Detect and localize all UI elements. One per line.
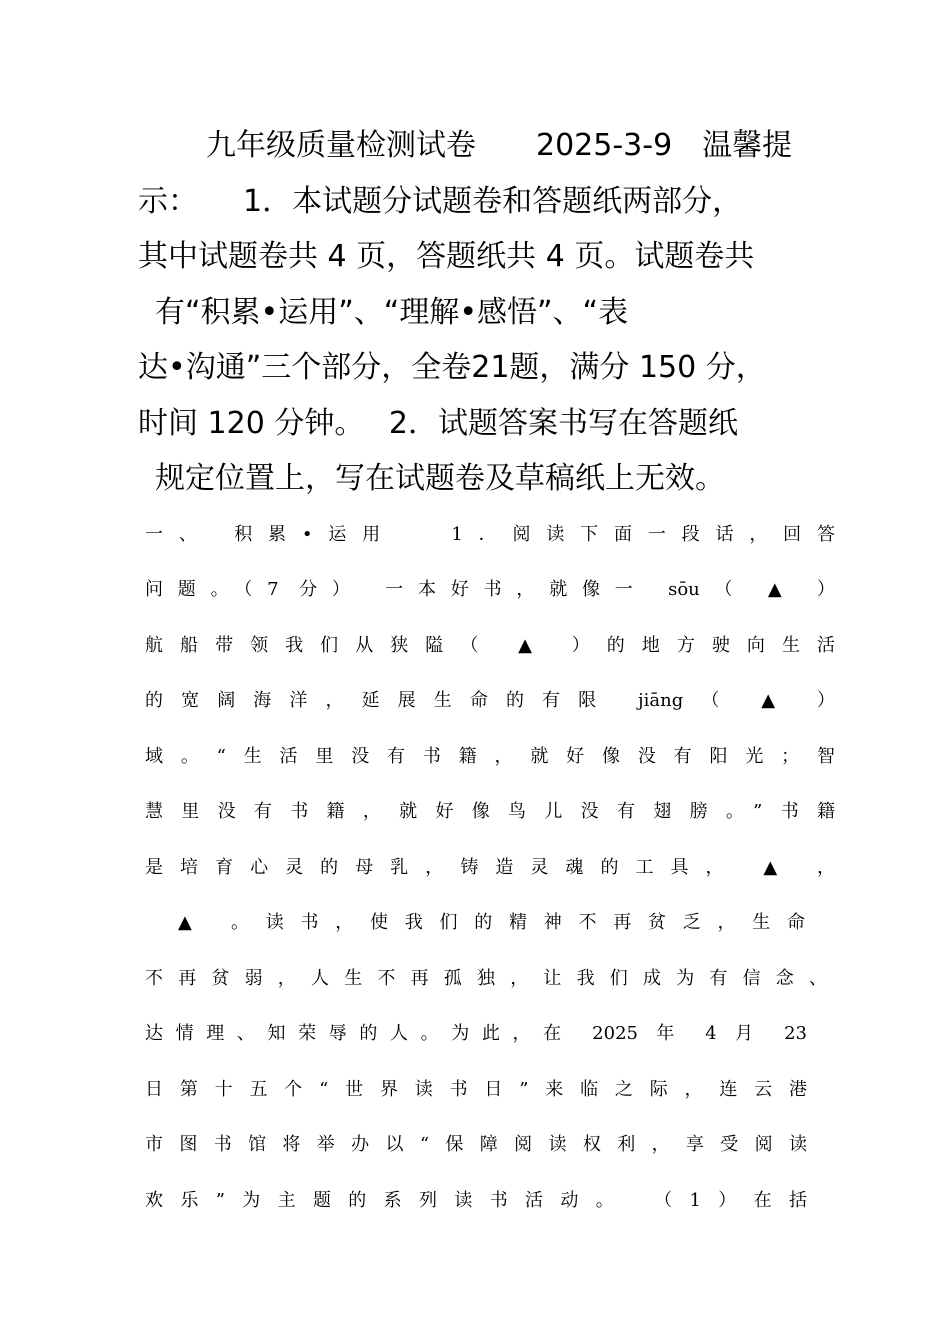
body-line: 域。“生活里没有书籍，就好像没有阳光；智 — [145, 746, 835, 767]
body-line: 欢乐”为主题的系列读书活动。 （1）在括 — [145, 1190, 807, 1211]
body-line: 日第十五个“世界读书日”来临之际，连云港 — [145, 1079, 807, 1100]
body-line: 慧里没有书籍，就好像鸟儿没有翅膀。”书籍 — [145, 801, 835, 822]
header-line: 时间 120 分钟。 2．试题答案书写在答题纸 — [138, 406, 738, 441]
header-line: 有“积累•运用”、“理解•感悟”、“表 — [155, 295, 629, 330]
body-line: 一、 积累•运用 1．阅读下面一段话，回答 — [145, 524, 835, 545]
body-line: 市图书馆将举办以“保障阅读权利，享受阅读 — [145, 1134, 807, 1155]
header-line: 达•沟通”三个部分，全卷21题，满分 150 分， — [138, 350, 766, 385]
header-line: 九年级质量检测试卷 2025-3-9 温馨提 — [206, 128, 793, 163]
body-line: 问题。（7 分） 一本好书，就像一 sōu（ ▲ ） — [145, 579, 835, 600]
body-line: 的宽阔海洋，延展生命的有限 jiāng（ ▲ ） — [145, 690, 835, 711]
body-line: 达情理、知荣辱的人。为此，在 2025 年 4 月 23 — [145, 1023, 807, 1044]
header-line: 其中试题卷共 4 页，答题纸共 4 页。试题卷共 — [138, 239, 755, 274]
body-line: 是培育心灵的母乳，铸造灵魂的工具， ▲ ， — [145, 857, 835, 878]
body-line: ▲ 。读书，使我们的精神不再贫乏，生命 — [178, 912, 805, 933]
body-line: 不再贫弱，人生不再孤独，让我们成为有信念、 — [145, 968, 827, 989]
header-line: 规定位置上，写在试题卷及草稿纸上无效。 — [155, 461, 725, 496]
header-line: 示： 1．本试题分试题卷和答题纸两部分， — [138, 184, 743, 219]
body-line: 航船带领我们从狭隘（ ▲ ）的地方驶向生活 — [145, 635, 835, 656]
